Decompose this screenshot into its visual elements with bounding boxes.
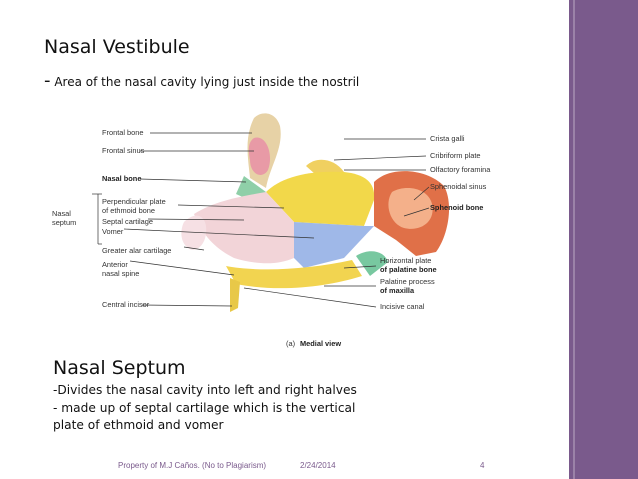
footer-page-number: 4 bbox=[480, 461, 485, 470]
label-sphenoidal-sinus: Sphenoidal sinus bbox=[430, 182, 487, 191]
label-nasal-spine: nasal spine bbox=[102, 269, 140, 278]
label-olfactory-foramina: Olfactory foramina bbox=[430, 165, 491, 174]
nasal-septum-figure bbox=[44, 108, 509, 353]
label-ethmoid-bone: of ethmoid bone bbox=[102, 206, 156, 215]
footer-date: 2/24/2014 bbox=[300, 461, 336, 470]
bullet-definition bbox=[44, 70, 404, 93]
label-vomer: Vomer bbox=[102, 227, 124, 236]
section-title: Nasal Septum bbox=[53, 357, 186, 379]
right-accent-stripe bbox=[573, 0, 575, 479]
slide-title: Nasal Vestibule bbox=[44, 36, 190, 58]
bullet-dash: - bbox=[44, 70, 51, 91]
label-septum: septum bbox=[52, 218, 77, 227]
label-palatine-bone: of palatine bone bbox=[380, 265, 437, 274]
incisor-shape bbox=[230, 278, 240, 312]
label-frontal-sinus: Frontal sinus bbox=[102, 146, 145, 155]
label-palatine-process: Palatine process bbox=[380, 277, 435, 286]
section-body bbox=[53, 382, 433, 435]
label-sphenoid-bone: Sphenoid bone bbox=[430, 203, 484, 212]
body-line-3: plate of ethmoid and vomer bbox=[53, 418, 224, 432]
label-frontal-bone: Frontal bone bbox=[102, 128, 144, 137]
figure-caption-prefix: (a) bbox=[286, 339, 296, 348]
label-anterior: Anterior bbox=[102, 260, 128, 269]
label-cribriform-plate: Cribriform plate bbox=[430, 151, 481, 160]
label-greater-alar-cartilage: Greater alar cartilage bbox=[102, 246, 172, 255]
label-crista-galli: Crista galli bbox=[430, 134, 465, 143]
figure-caption: Medial view bbox=[300, 339, 342, 348]
medial-view-diagram bbox=[44, 108, 509, 353]
label-horizontal-plate: Horizontal plate bbox=[380, 256, 432, 265]
label-incisive-canal: Incisive canal bbox=[380, 302, 425, 311]
body-line-2: - made up of septal cartilage which is the vertical bbox=[53, 400, 356, 415]
label-septal-cartilage: Septal cartilage bbox=[102, 217, 153, 226]
label-nasal-bone: Nasal bone bbox=[102, 174, 142, 183]
label-nasal: Nasal bbox=[52, 209, 71, 218]
body-line-1: -Divides the nasal cavity into left and right halves bbox=[53, 383, 357, 397]
label-central-incisor: Central incisor bbox=[102, 300, 150, 309]
footer-property: Property of M.J Caños. (No to Plagiarism) bbox=[118, 461, 267, 470]
right-accent-bar bbox=[569, 0, 638, 479]
label-perpendicular-plate: Perpendicular plate bbox=[102, 197, 166, 206]
bullet-text: Area of the nasal cavity lying just inside the nostril bbox=[54, 75, 360, 89]
label-maxilla: of maxilla bbox=[380, 286, 415, 295]
maxilla-palatine-shape bbox=[226, 260, 362, 288]
